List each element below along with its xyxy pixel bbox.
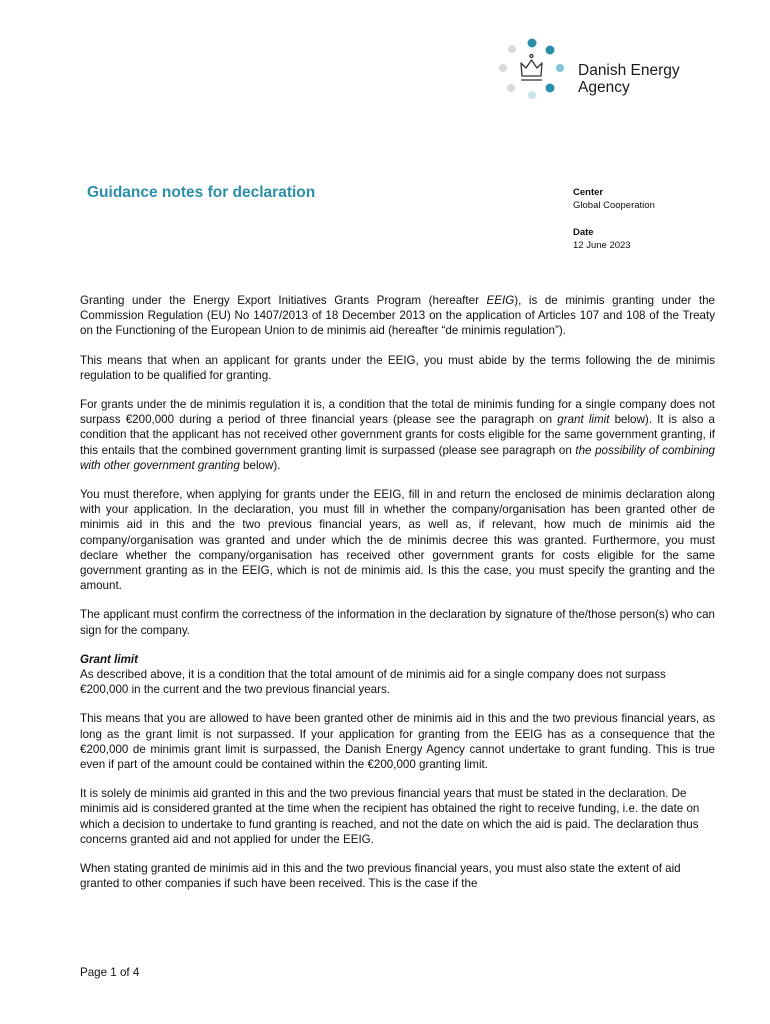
paragraph-grant-limit: As described above, it is a condition that the total amount of de minimis aid for a single company does not surpass €200,000 in the current and the two previous financial years. [80,668,666,697]
logo-dot [528,39,537,48]
logo-dot [499,64,507,72]
agency-name-line2: Agency [578,79,630,96]
date-label: Date [573,227,594,238]
paragraph-granted-timing: It is solely de minimis aid granted in this and the two previous financial years that must be stated in the declaration. De minimis aid is considered granted at the time when the recipient has obtained the right to receive funding, i.e. the date on which a decision to undertake to fund granting is reached, and not the date on which the aid is paid. The declaration thus concerns granted aid and not applied for under the EEIG. [80,787,700,846]
combining-reference: the possibility of combining with other government granting [80,443,716,472]
center-label: Center [573,187,604,198]
logo-dot [508,45,516,53]
paragraph-conditions: For grants under the de minimis regulation it is, a condition that the total de minimis funding for a single company does not surpass €200,000 during a period of three financial years (please see the paragraph on grant limit below). It is also a condition that the applicant has not received other government grants for costs eligible for the same government granting, if this entails that the combined government granting limit is surpassed (please see paragraph on the possibility of combining with other government granting below). [80,398,716,472]
paragraph-abide: This means that when an applicant for grants under the EEIG, you must abide by the terms following the de minimis regulation to be qualified for granting. [80,353,715,382]
logo-dot [546,84,555,93]
agency-name [578,62,680,96]
crown-icon [521,55,542,81]
paragraph-other-companies: When stating granted de minimis aid in this and the two previous financial years, you must also state the extent of aid granted to other companies if such have been received. This is the case if the [80,862,681,891]
eeig-abbreviation: EEIG [486,294,515,307]
center-block [573,186,655,212]
document-title: Guidance notes for declaration [87,184,316,201]
page-number: Page 1 of 4 [80,966,140,979]
logo-dot [528,91,536,99]
agency-logo [494,36,694,106]
paragraph-signature: The applicant must confirm the correctness of the information in the declaration by signature of the/those person(s) who can sign for the company. [80,608,715,637]
paragraph-allowed-aid: This means that you are allowed to have been granted other de minimis aid in this and the two previous financial years, as long as the grant limit is not surpassed. If your application for granting from the EEIG has as a consequence that the €200,000 de minimis grant limit is surpassed, the Danish Energy Agency cannot undertake to grant funding. This is true even if part of the amount could be contained within the €200,000 granting limit. [80,712,715,772]
grant-limit-heading: Grant limit [80,652,138,666]
logo-dot [556,64,564,72]
date-block [573,226,655,252]
date-value: 12 June 2023 [573,240,631,251]
center-value: Global Cooperation [573,200,655,211]
grant-limit-reference: grant limit [557,413,610,427]
crown-dots-emblem-icon [494,36,574,106]
paragraph-intro: Granting under the Energy Export Initiatives Grants Program (hereafter EEIG), is de minimis granting under the Commission Regulation (EU) No 1407/2013 of 18 December 2013 on the application of Articles 107 and 108 of the Treaty on the Functioning of the European Union to de minimis aid (hereafter “de minimis regulation”). [80,294,715,338]
logo-dot [546,46,555,55]
paragraph-declaration: You must therefore, when applying for grants under the EEIG, fill in and return the enclosed de minimis declaration along with your application. In the declaration, you must fill in whether the company/organisation has been granted other de minimis aid in this and the two previous financial years, as well as, if relevant, how much de minimis aid the company/organisation was granted and under which the de minimis decree this was granted. Furthermore, you must declare whether the company/organisation has received other government grants for costs eligible for the same government granting as in the EEIG, which is not de minimis aid. Is this the case, you must specify the granting and the amount. [80,488,715,593]
logo-dot [507,84,515,92]
document-body [80,293,715,906]
agency-name-line1: Danish Energy [578,62,680,79]
document-meta [573,186,655,266]
